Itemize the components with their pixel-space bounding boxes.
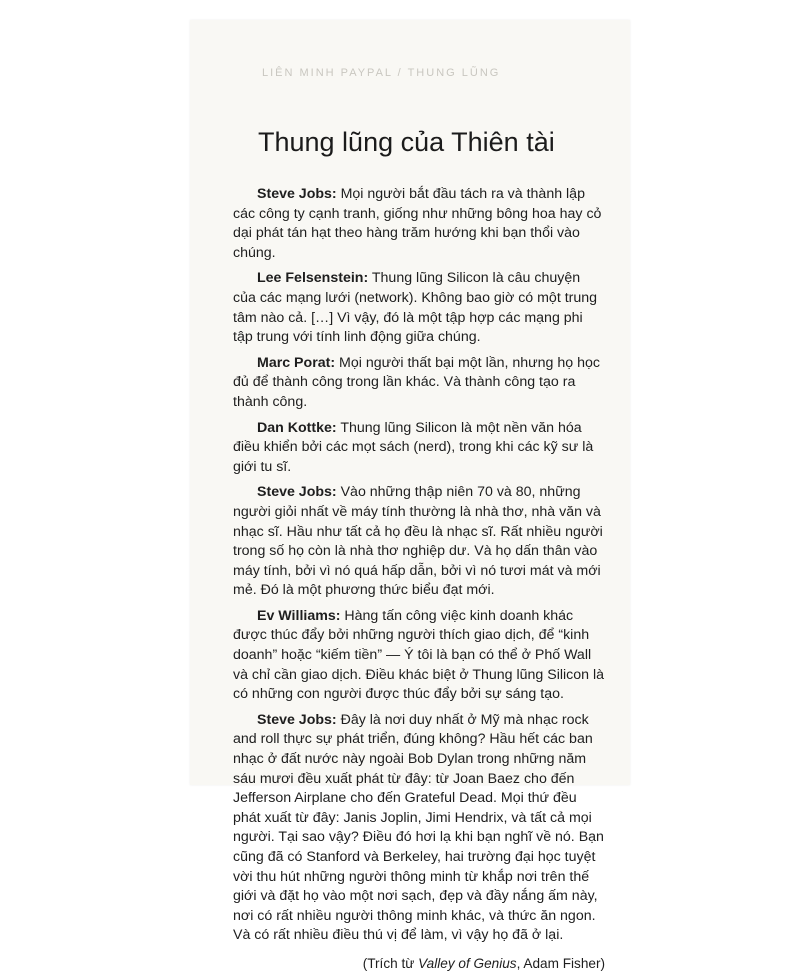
quote-speaker: Steve Jobs: [257,484,337,501]
quote-paragraph [233,419,605,478]
quote-speaker: Dan Kottke: [257,419,337,436]
source-prefix: (Trích từ [362,955,419,971]
source-suffix: , Adam Fisher) [516,955,605,971]
quote-speaker: Marc Porat: [257,354,336,371]
quote-paragraph [233,354,605,413]
source-book-title: Valley of Genius [418,955,517,971]
quote-text: Thung lũng Silicon là câu chuyện của các mạng lưới (network). Không bao giờ có một trung tâm nào cả. […] Vì vậy, đó là một tập hợp các mạng phi tập trung với tính linh động giữa chúng. [233,270,598,346]
quote-text: Vào những thập niên 70 và 80, những người giỏi nhất về máy tính thường là nhà thơ, nhà văn và nhạc sĩ. Hầu như tất cả họ đều là nhạc sĩ. Rất nhiều người trong số họ còn là nhà thơ nghiệp dư. Và họ dấn thân vào máy tính, bởi vì nó quá hấp dẫn, bởi vì nó tươi mát và mới mẻ. Đó là một phương thức biểu đạt mới. [233,484,603,599]
bleed-through-header: LIÊN MINH PAYPAL / THUNG LŨNG [262,67,501,79]
quote-text: Thung lũng Silicon là một nền văn hóa điều khiển bởi các mọt sách (nerd), trong khi các kỹ sư là giới tu sĩ. [233,419,594,475]
quote-text: Hàng tấn công việc kinh doanh khác được thúc đẩy bởi những người thích giao dịch, để “kinh doanh” hoặc “kiếm tiền” — Ý tôi là bạn có thể ở Phố Wall và chỉ cần giao dịch. Điều khác biệt ở Thung lũng Silicon là có những con người được thúc đẩy bởi sự sáng tạo. [233,607,605,703]
quote-speaker: Steve Jobs: [257,711,337,728]
quote-text: Mọi người bắt đầu tách ra và thành lập các công ty cạnh tranh, giống như những bông hoa hay cỏ dại phát tán hạt theo hàng trăm hướng khi bạn thổi vào chúng. [233,186,602,261]
quote-speaker: Ev Williams: [257,607,341,624]
quote-text: Đây là nơi duy nhất ở Mỹ mà nhạc rock and roll thực sự phát triển, đúng không? Hầu hết các ban nhạc ở đất nước này ngoài Bob Dylan trong những năm sáu mươi đều xuất phát từ đây: từ Joan Baez cho đến Jefferson Airplane cho đến Grateful Dead. Mọi thứ đều phát xuất từ đây: Janis Joplin, Jimi Hendrix, và tất cả mọi người. Tại sao vậy? Điều đó hơi lạ khi bạn nghĩ về nó. Bạn cũng đã có Stanford và Berkeley, hai trường đại học tuyệt vời thu hút những người thông minh từ khắp nơi trên thế giới và đặt họ vào một nơi sạch, đẹp và đầy nắng ấm này, nơi có rất nhiều người thông minh khác, và thức ăn ngon. Và có rất nhiều điều thú vị để làm, vì vậy họ đã ở lại. [233,711,604,944]
quote-speaker: Steve Jobs: [257,186,337,202]
quote-text: Mọi người thất bại một lần, nhưng họ học đủ để thành công trong lần khác. Và thành công tạo ra thành công. [233,354,600,410]
quote-list [233,185,605,974]
quote-paragraph [233,483,605,601]
page-title: Thung lũng của Thiên tài [258,127,555,157]
quote-paragraph [233,607,605,705]
quote-paragraph [233,185,605,263]
quote-paragraph [233,711,605,946]
source-citation [233,954,605,974]
quote-paragraph [233,269,605,347]
quote-speaker: Lee Felsenstein: [257,270,369,287]
